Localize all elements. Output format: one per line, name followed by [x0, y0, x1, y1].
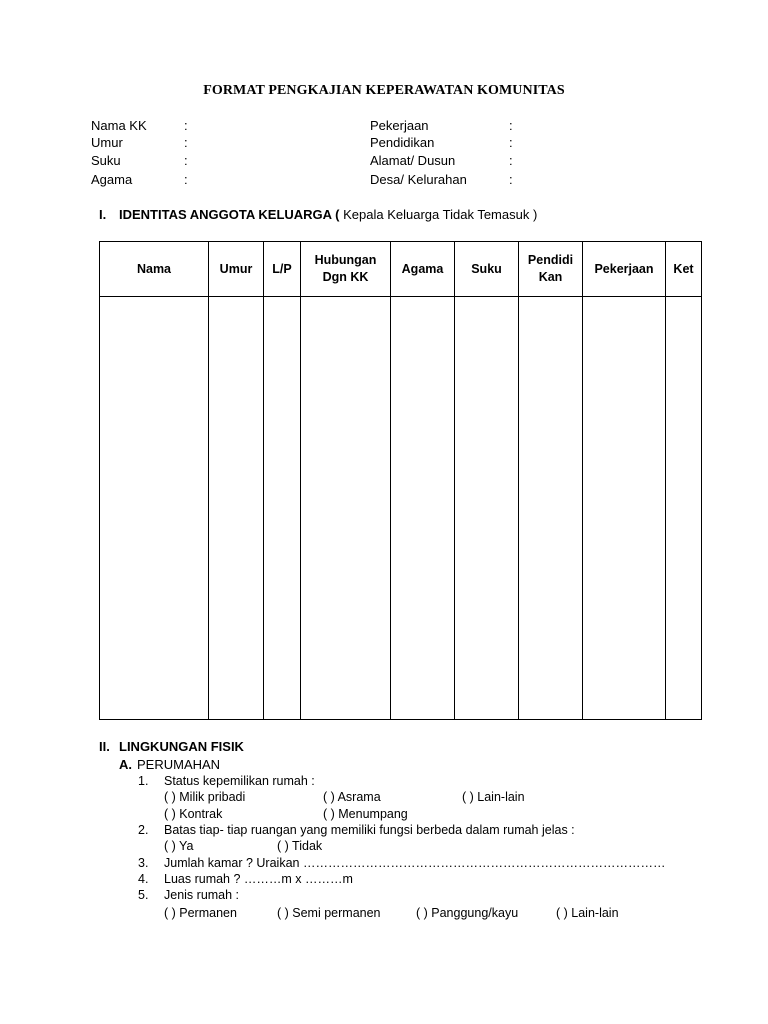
table-cell[interactable]: [519, 297, 583, 720]
option-tidak[interactable]: ( ) Tidak: [277, 839, 323, 853]
option-permanen[interactable]: ( ) Permanen: [164, 906, 237, 920]
column-header-pekerjaan: Pekerjaan: [583, 242, 666, 297]
field-colon: :: [184, 153, 188, 168]
table-body-row: [100, 297, 702, 720]
document-title: FORMAT PENGKAJIAN KEPERAWATAN KOMUNITAS: [203, 83, 565, 98]
field-label: Suku: [91, 153, 121, 168]
option-lain-lain[interactable]: ( ) Lain-lain: [462, 790, 525, 804]
option-semi-permanen[interactable]: ( ) Semi permanen: [277, 906, 381, 920]
option-milik-pribadi[interactable]: ( ) Milik pribadi: [164, 790, 246, 804]
column-header-suku: Suku: [455, 242, 519, 297]
field-colon: :: [184, 118, 188, 133]
table-cell[interactable]: [391, 297, 455, 720]
field-label: Nama KK: [91, 118, 147, 133]
list-item-text: Jumlah kamar ? Uraikan ……………………………………………………………………………: [164, 856, 666, 870]
field-colon: :: [184, 135, 188, 150]
table-cell[interactable]: [455, 297, 519, 720]
section-title: LINGKUNGAN FISIK: [119, 739, 244, 754]
option-asrama[interactable]: ( ) Asrama: [323, 790, 381, 804]
section-note: Kepala Keluarga Tidak Temasuk ): [339, 207, 538, 222]
column-header-hubungan: Hubungan Dgn KK: [301, 242, 391, 297]
option-panggung-kayu[interactable]: ( ) Panggung/kayu: [416, 906, 519, 920]
column-header-pendidikan: Pendidi Kan: [519, 242, 583, 297]
field-colon: :: [509, 153, 513, 168]
table-cell[interactable]: [264, 297, 301, 720]
section-number: II.: [99, 739, 110, 754]
field-label: Alamat/ Dusun: [370, 153, 456, 168]
field-label: Pendidikan: [370, 135, 435, 150]
list-item-text: Jenis rumah :: [164, 888, 240, 902]
table-cell[interactable]: [209, 297, 264, 720]
list-item-text: Batas tiap- tiap ruangan yang memiliki fungsi berbeda dalam rumah jelas :: [164, 823, 575, 837]
field-colon: :: [509, 135, 513, 150]
table-cell[interactable]: [301, 297, 391, 720]
field-label: Pekerjaan: [370, 118, 429, 133]
field-label: Desa/ Kelurahan: [370, 172, 467, 187]
subsection-title: PERUMAHAN: [137, 757, 221, 772]
section-number: I.: [99, 207, 107, 222]
list-item-text: Luas rumah ? ………m x ………m: [164, 872, 353, 886]
option-lain-lain-jenis[interactable]: ( ) Lain-lain: [556, 906, 619, 920]
column-header-nama: Nama: [100, 242, 209, 297]
option-menumpang[interactable]: ( ) Menumpang: [323, 807, 408, 821]
list-item-text: Status kepemilikan rumah :: [164, 774, 315, 788]
table-cell[interactable]: [583, 297, 666, 720]
table-cell[interactable]: [666, 297, 702, 720]
option-ya[interactable]: ( ) Ya: [164, 839, 194, 853]
column-header-lp: L/P: [264, 242, 301, 297]
column-header-umur: Umur: [209, 242, 264, 297]
column-header-ket: Ket: [666, 242, 702, 297]
field-colon: :: [509, 172, 513, 187]
list-item-number: 4.: [138, 872, 149, 886]
option-kontrak[interactable]: ( ) Kontrak: [164, 807, 223, 821]
field-label: Agama: [91, 172, 133, 187]
field-colon: :: [184, 172, 188, 187]
list-item-number: 3.: [138, 856, 149, 870]
table-cell[interactable]: [100, 297, 209, 720]
list-item-number: 2.: [138, 823, 149, 837]
field-label: Umur: [91, 135, 123, 150]
section-title: IDENTITAS ANGGOTA KELUARGA (: [119, 207, 340, 222]
list-item-number: 1.: [138, 774, 149, 788]
field-colon: :: [509, 118, 513, 133]
list-item-number: 5.: [138, 888, 149, 902]
table-header-row: [100, 242, 702, 297]
subsection-letter: A.: [119, 757, 132, 772]
family-members-table: [99, 241, 702, 720]
column-header-agama: Agama: [391, 242, 455, 297]
